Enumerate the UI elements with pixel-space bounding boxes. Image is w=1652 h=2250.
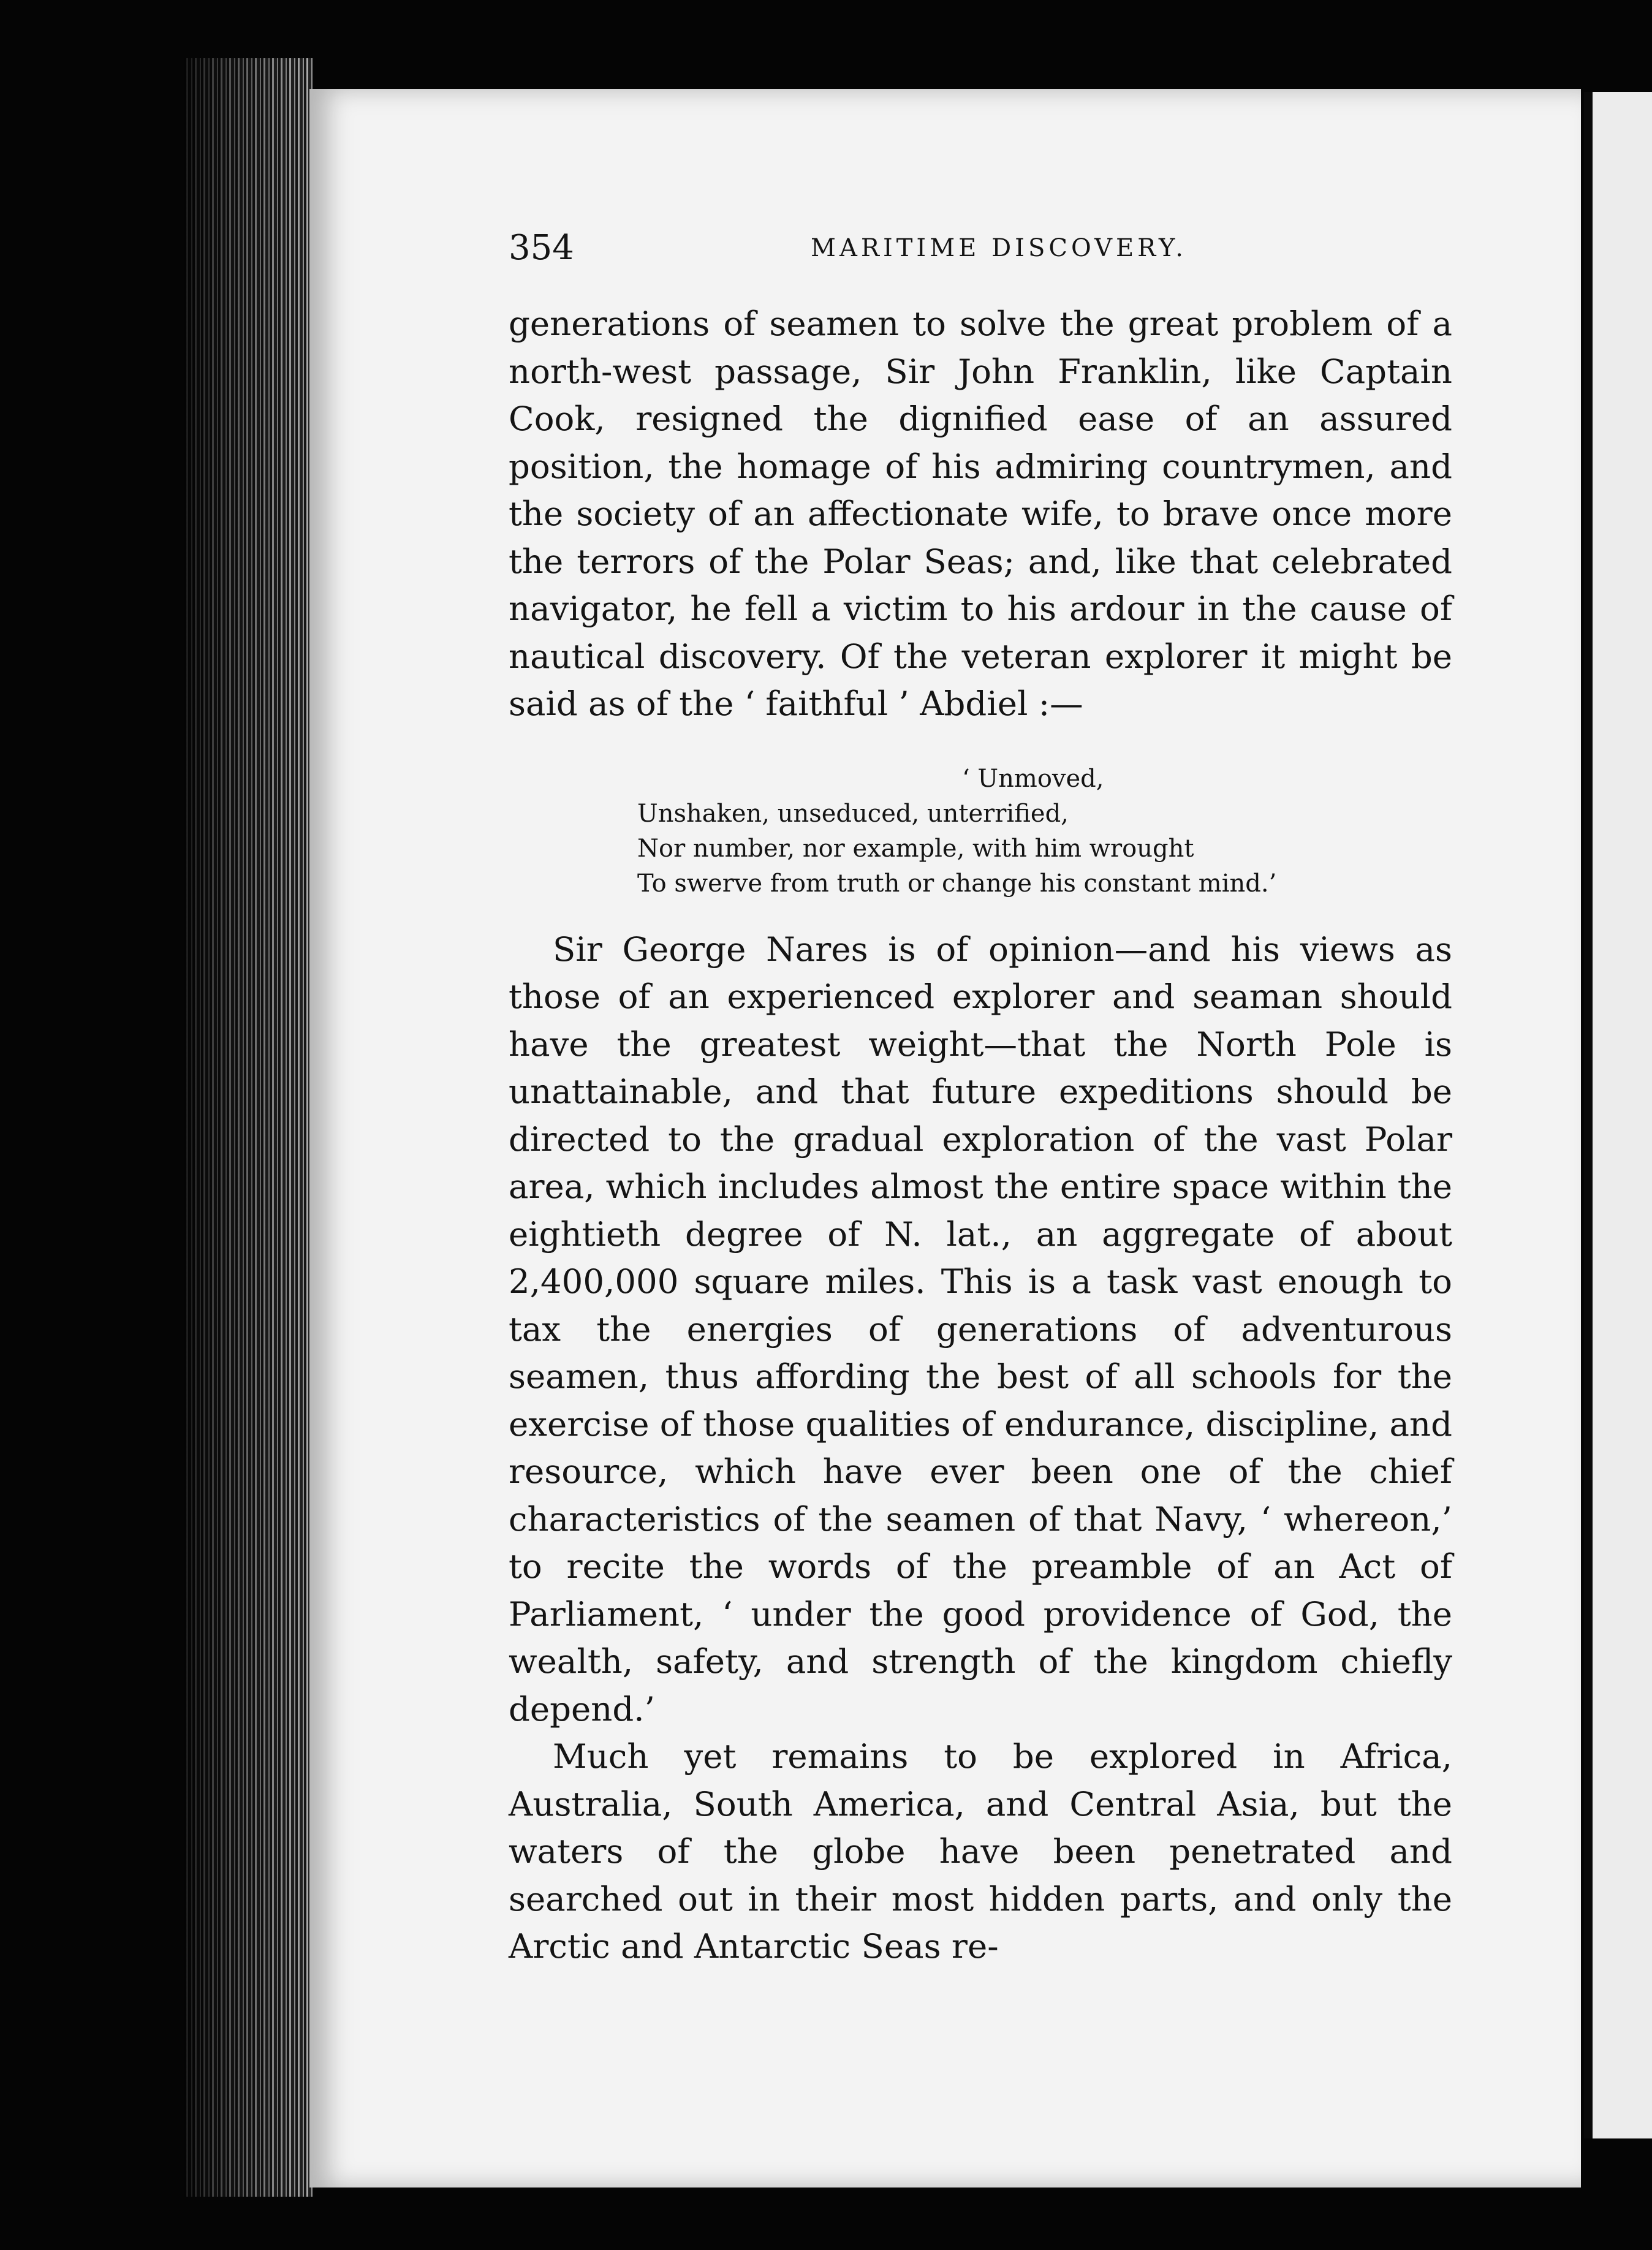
quote-line-3: Nor number, nor example, with him wrought [637,834,1194,863]
verse-quotation [509,762,1452,901]
quote-line-2: Unshaken, unseduced, unterrified, [637,799,1069,828]
paragraph-3: Much yet remains to be explored in Africa, Australia, South America, and Central Asia, but the waters of the globe have been penetrated and searched out in their most hidden parts, and only the Arctic and Antarctic Seas re- [509,1737,1452,1966]
page-number: 354 [509,228,574,268]
running-head: MARITIME DISCOVERY. [810,234,1188,262]
quote-line-1: ‘ Unmoved, [962,764,1104,793]
next-page-edge [1584,92,1652,2138]
paragraph-2: Sir George Nares is of opinion—and his views as those of an experienced explorer and seaman should have the greatest weight—that the North Pole is unattainable, and that future expeditions should be directed to the gradual exploration of the vast Polar area, which includes almost the entire space within the eightieth degree of N. lat., an aggregate of about 2,400,000 square miles. This is a task vast enough to tax the energies of generations of adventurous seamen, thus affording the best of all schools for the exercise of those qualities of endurance, discipline, and resource, which have ever been one of the chief characteristics of the seamen of that Navy, ‘ whereon,’ to recite the words of the preamble of an Act of Parliament, ‘ under the good providence of God, the wealth, safety, and strength of the kingdom chiefly depend.’ [509,929,1452,1729]
page-text-block [509,221,1452,1971]
book-edge-shadow [184,58,313,2197]
page-header [509,221,1452,276]
quote-line-4: To swerve from truth or change his constant mind.’ [637,869,1277,898]
paragraph-1: generations of seamen to solve the great problem of a north-west passage, Sir John Franklin, like Captain Cook, resigned the dignified ease of an assured position, the homage of his admiring countrymen, and the society of an affectionate wife, to brave once more the terrors of the Polar Seas; and, like that celebrated navigator, he fell a victim to his ardour in the cause of nautical discovery. Of the veteran explorer it might be said as of the ‘ faithful ’ Abdiel :— [509,304,1452,723]
